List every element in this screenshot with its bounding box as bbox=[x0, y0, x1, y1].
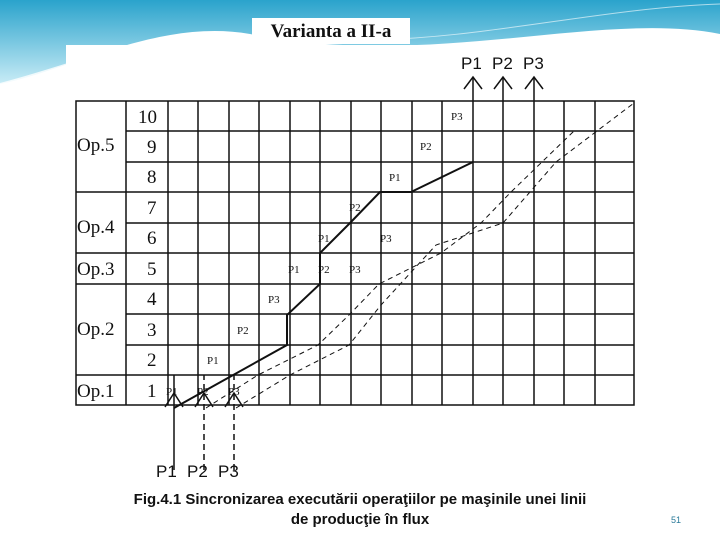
step-label-6: 6 bbox=[147, 228, 157, 249]
path-label: P1 bbox=[389, 172, 401, 184]
bottom-label-p3: P3 bbox=[218, 462, 239, 481]
step-label-7: 7 bbox=[147, 198, 157, 219]
step-label-1: 1 bbox=[147, 381, 157, 402]
path-label: P3 bbox=[268, 294, 280, 306]
grid bbox=[76, 101, 634, 405]
diagram-panel bbox=[66, 45, 650, 489]
step-label-2: 2 bbox=[147, 350, 157, 371]
path-label: P1 bbox=[207, 355, 219, 367]
operation-labels bbox=[77, 135, 115, 402]
path-label: P2 bbox=[349, 202, 361, 214]
bottom-label-p2: P2 bbox=[187, 462, 208, 481]
flow-line-p3 bbox=[236, 103, 634, 408]
op-label-4: Op.4 bbox=[77, 217, 115, 238]
caption-line-1: Fig.4.1 Sincronizarea executării operaţiilor pe maşinile unei linii bbox=[133, 491, 587, 508]
top-label-p3: P3 bbox=[523, 54, 544, 73]
flow-lines bbox=[174, 103, 634, 408]
step-label-10: 10 bbox=[138, 107, 157, 128]
step-label-4: 4 bbox=[147, 289, 157, 310]
path-label: P2 bbox=[420, 141, 432, 153]
path-label: P1 bbox=[318, 233, 330, 245]
path-label: P3 bbox=[380, 233, 392, 245]
path-label: P3 bbox=[228, 386, 240, 398]
path-labels bbox=[166, 111, 463, 398]
op-label-1: Op.1 bbox=[77, 381, 115, 402]
path-label: P2 bbox=[237, 325, 249, 337]
path-label: P2 bbox=[318, 264, 330, 276]
path-label: P2 bbox=[197, 386, 209, 398]
page-number: 51 bbox=[671, 515, 682, 525]
bottom-label-p1: P1 bbox=[156, 462, 177, 481]
path-label: P1 bbox=[288, 264, 300, 276]
step-label-5: 5 bbox=[147, 259, 157, 280]
slide-title: Varianta a II-a bbox=[252, 18, 410, 44]
step-label-3: 3 bbox=[147, 320, 157, 341]
caption-line-2: de producţie în flux bbox=[290, 511, 430, 528]
op-label-5: Op.5 bbox=[77, 135, 115, 156]
op-label-3: Op.3 bbox=[77, 259, 115, 280]
top-label-p1: P1 bbox=[461, 54, 482, 73]
step-label-8: 8 bbox=[147, 167, 157, 188]
op-label-2: Op.2 bbox=[77, 319, 115, 340]
step-label-9: 9 bbox=[147, 137, 157, 158]
figure-caption bbox=[60, 490, 660, 530]
path-label: P3 bbox=[349, 264, 361, 276]
path-label: P3 bbox=[451, 111, 463, 123]
path-label: P1 bbox=[166, 386, 178, 398]
bottom-labels bbox=[156, 462, 239, 481]
step-labels bbox=[138, 107, 157, 402]
sync-diagram bbox=[66, 45, 650, 489]
top-labels bbox=[461, 54, 544, 73]
top-label-p2: P2 bbox=[492, 54, 513, 73]
flow-line-p1 bbox=[174, 162, 473, 408]
